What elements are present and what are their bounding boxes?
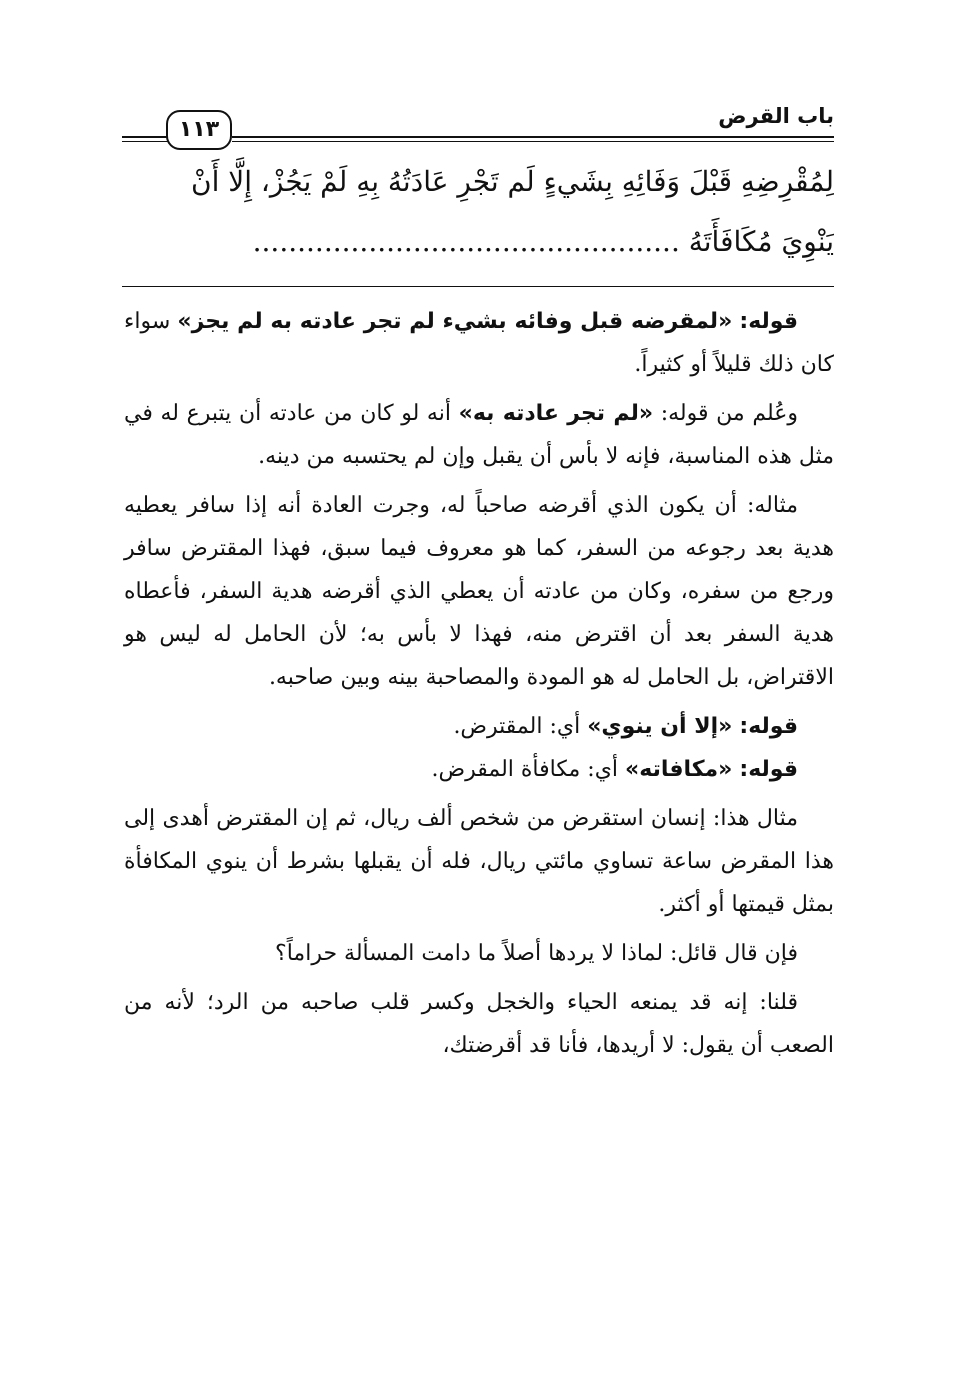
matn-line-2-text: يَنْوِيَ مُكَافَأَتَهُ [688, 225, 834, 258]
chapter-title: باب القرض [718, 104, 834, 128]
page-number: ١١٣ [166, 110, 232, 150]
paragraph-4 [124, 705, 834, 748]
quote-text: «إلا أن ينوي» [587, 714, 733, 739]
header-rule-left [122, 136, 168, 138]
paragraph-7: فإن قال قائل: لماذا لا يردها أصلاً ما دامت المسألة حراماً؟ [275, 941, 798, 966]
matn-separator [122, 286, 834, 287]
paragraph-text: أي: مكافأة المقرض. [431, 757, 626, 782]
header-rule-thin [232, 141, 834, 142]
header-rule [232, 136, 834, 138]
paragraph-8: قلنا: إنه قد يمنعه الحياء والخجل وكسر قلب صاحبه من الرد؛ لأنه من الصعب أن يقول: لا أريدها، فأنا قد أقرضتك، [124, 990, 834, 1058]
paragraph-text: سواء كان ذلك قليلاً أو كثيراً. [124, 309, 834, 377]
matn-line-2 [122, 212, 834, 272]
paragraph-2 [124, 392, 834, 478]
paragraph-text: أي: المقترض. [453, 714, 588, 739]
quote-text: «مكافاته» [625, 757, 733, 782]
quote-label: قوله: [739, 714, 798, 739]
matn-line-1: لِمُقْرِضِهِ قَبْلَ وَفَائِهِ بِشَيءٍ لَم تَجْرِ عَادَتُهُ بِهِ لَمْ يَجُزْ، إِلَّا أَنْ [191, 165, 834, 198]
matn-dots: ................................................ [252, 225, 680, 258]
commentary [124, 300, 834, 1067]
paragraph-5 [124, 748, 834, 791]
paragraph-text: أنه لو كان من عادته أن يتبرع له في مثل هذه المناسبة، فإنه لا بأس أن يقبل وإن لم يحتسبه من دينه. [124, 401, 834, 469]
paragraph-text: وعُلم من قوله: [653, 401, 799, 426]
matn-text [122, 152, 834, 272]
quote-label: قوله: [739, 309, 799, 334]
paragraph-3: مثاله: أن يكون الذي أقرضه صاحباً له، وجرت العادة أنه إذا سافر يعطيه هدية بعد رجوعه من السفر، كما هو معروف فيما سبق، فهذا المقترض سافر ورجع من سفره، وكان من عادته أن يعطي الذي أقرضه هدية السفر، فأعطاه هدية السفر بعد أن اقترض منه، فهذا لا بأس به؛ لأن الحامل له ليس هو الاقتراض، بل الحامل له هو المودة والمصاحبة بينه وبين صاحبه. [124, 493, 834, 690]
quote-label: قوله: [739, 757, 798, 782]
paragraph-1 [124, 300, 834, 386]
quote-text: «لم تجر عادته به» [458, 401, 654, 426]
header-rule-left-thin [122, 141, 168, 142]
paragraph-6: مثال هذا: إنسان استقرض من شخص ألف ريال، ثم إن المقترض أهدى إلى هذا المقرض ساعة تساوي مائتي ريال، فله أن يقبلها بشرط أن ينوي المكافأة بمثل قيمتها أو أكثر. [124, 806, 834, 917]
quote-text: «لمقرضه قبل وفائه بشيء لم تجر عادته به لم يجز» [177, 309, 733, 334]
